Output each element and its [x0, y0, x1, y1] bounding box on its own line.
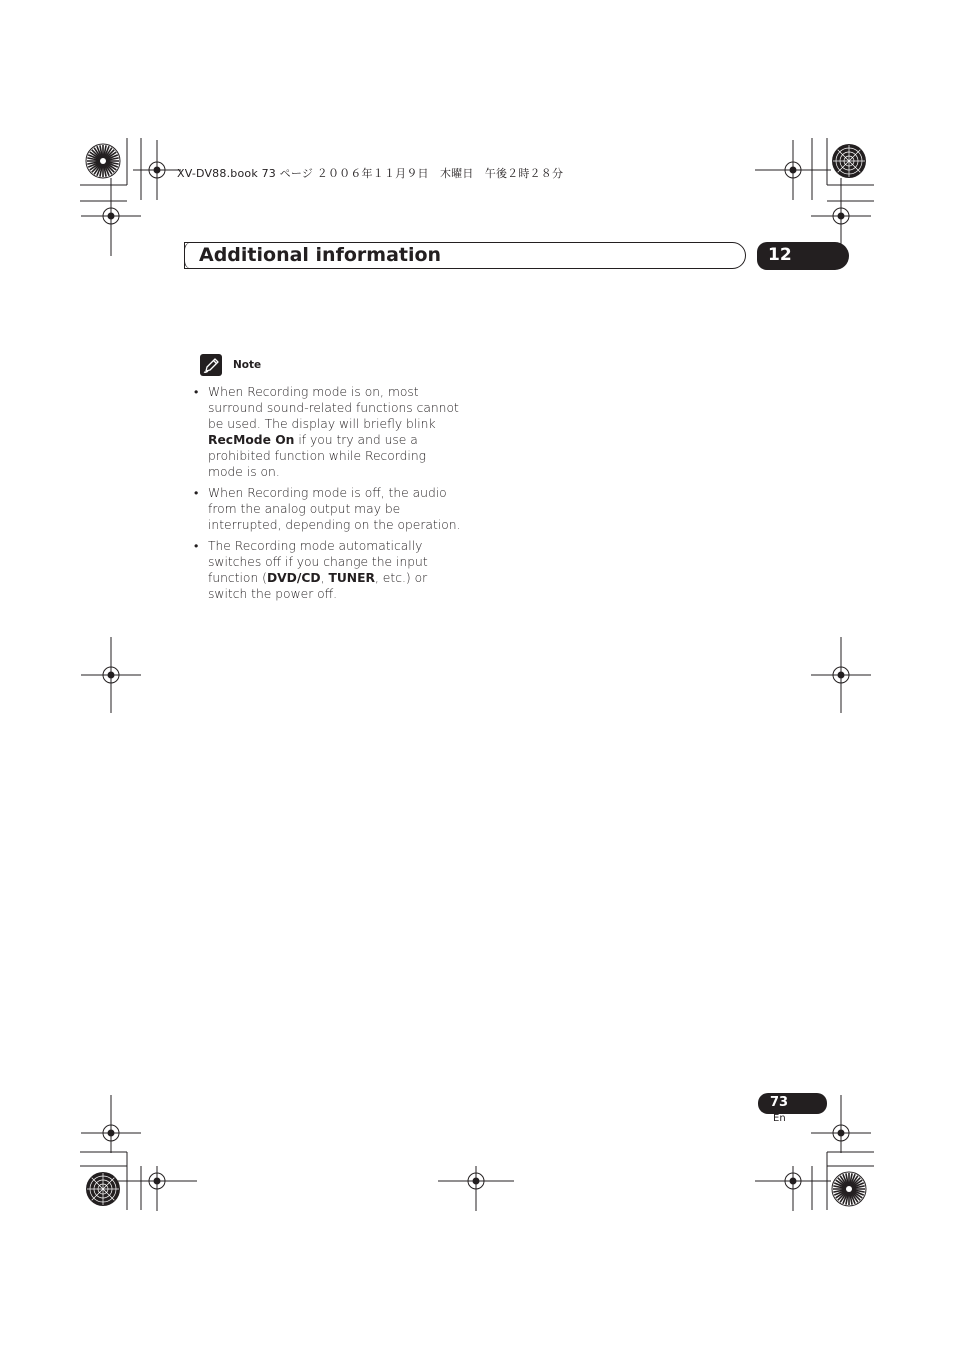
page-number-tab [758, 1093, 827, 1114]
starburst-mark-dark [86, 1172, 120, 1206]
page-number: 73 [770, 1095, 789, 1110]
print-info-line: XV-DV88.book 73 ページ ２００６年１１月９日 木曜日 午後２時２８分 [177, 167, 564, 180]
section-title: Additional information [199, 244, 442, 266]
chapter-number: 12 [768, 245, 792, 265]
note-item: • When Recording mode is off, the audio from the analog output may be interrupted, depending on the operation. [194, 486, 461, 532]
starburst-mark [86, 144, 120, 178]
input-name-dvdcd: DVD/CD [266, 571, 321, 585]
note-list [193, 384, 463, 607]
bullet: • [194, 486, 199, 500]
registration-crosshairs [81, 140, 871, 1211]
starburst-mark-dark [832, 144, 866, 178]
note-item: • The Recording mode automatically switches off if you change the input function (DVD/CD, TUNER, etc.) or switch the power off. [194, 539, 428, 601]
display-text-recmode: RecMode On [208, 433, 295, 447]
pencil-note-icon [200, 354, 222, 376]
note-item: • When Recording mode is on, most surround sound-related functions cannot be used. The display will briefly blink RecMode On if you try and use a prohibited function while Recording mode is on. [194, 385, 459, 479]
input-name-tuner: TUNER [328, 571, 375, 585]
note-label: Note [233, 359, 262, 371]
page-language: En [773, 1113, 786, 1124]
bullet: • [194, 385, 199, 399]
bullet: • [194, 539, 199, 553]
starburst-mark [832, 1172, 866, 1206]
